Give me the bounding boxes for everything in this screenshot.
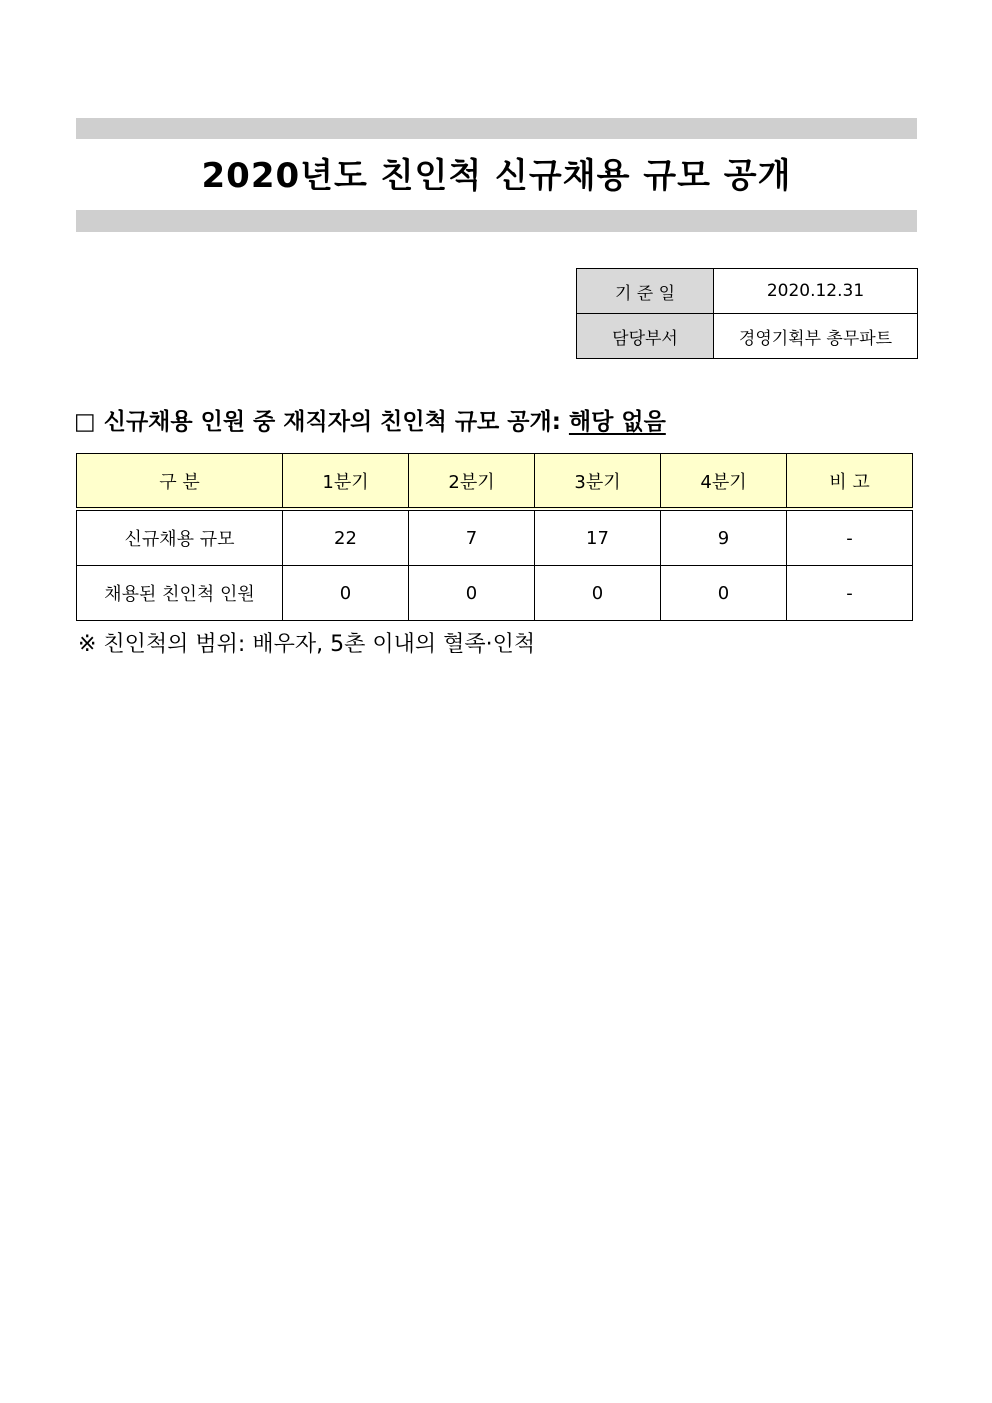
date-label: 기 준 일 — [577, 269, 714, 314]
cell-q3: 17 — [535, 509, 661, 566]
section-heading-text: □ 신규채용 인원 중 재직자의 친인척 규모 공개: — [74, 409, 569, 435]
info-row-date — [577, 269, 918, 314]
cell-q2: 0 — [409, 566, 535, 621]
header-q4: 4분기 — [661, 454, 787, 510]
page-title: 2020년도 친인척 신규채용 규모 공개 — [201, 156, 792, 196]
header-q1: 1분기 — [283, 454, 409, 510]
dept-value: 경영기획부 총무파트 — [714, 314, 918, 359]
cell-remarks: - — [787, 509, 913, 566]
title-bar-top — [76, 118, 917, 139]
cell-remarks: - — [787, 566, 913, 621]
title-bar-bottom — [76, 210, 917, 232]
section-heading — [74, 402, 666, 442]
dept-label: 담당부서 — [577, 314, 714, 359]
cell-q1: 22 — [283, 509, 409, 566]
footnote: ※ 친인척의 범위: 배우자, 5촌 이내의 혈족·인척 — [78, 632, 536, 657]
header-category: 구 분 — [77, 454, 283, 510]
cell-q1: 0 — [283, 566, 409, 621]
row-label: 채용된 친인척 인원 — [77, 566, 283, 621]
cell-q3: 0 — [535, 566, 661, 621]
cell-q4: 0 — [661, 566, 787, 621]
hiring-table — [76, 453, 913, 621]
header-q2: 2분기 — [409, 454, 535, 510]
section-heading-answer: 해당 없음 — [568, 409, 666, 435]
info-table — [576, 268, 918, 359]
table-header-row — [77, 454, 913, 510]
table-row — [77, 509, 913, 566]
date-value: 2020.12.31 — [714, 269, 918, 314]
cell-q2: 7 — [409, 509, 535, 566]
cell-q4: 9 — [661, 509, 787, 566]
info-row-dept — [577, 314, 918, 359]
table-row — [77, 566, 913, 621]
row-label: 신규채용 규모 — [77, 509, 283, 566]
header-remarks: 비 고 — [787, 454, 913, 510]
header-q3: 3분기 — [535, 454, 661, 510]
